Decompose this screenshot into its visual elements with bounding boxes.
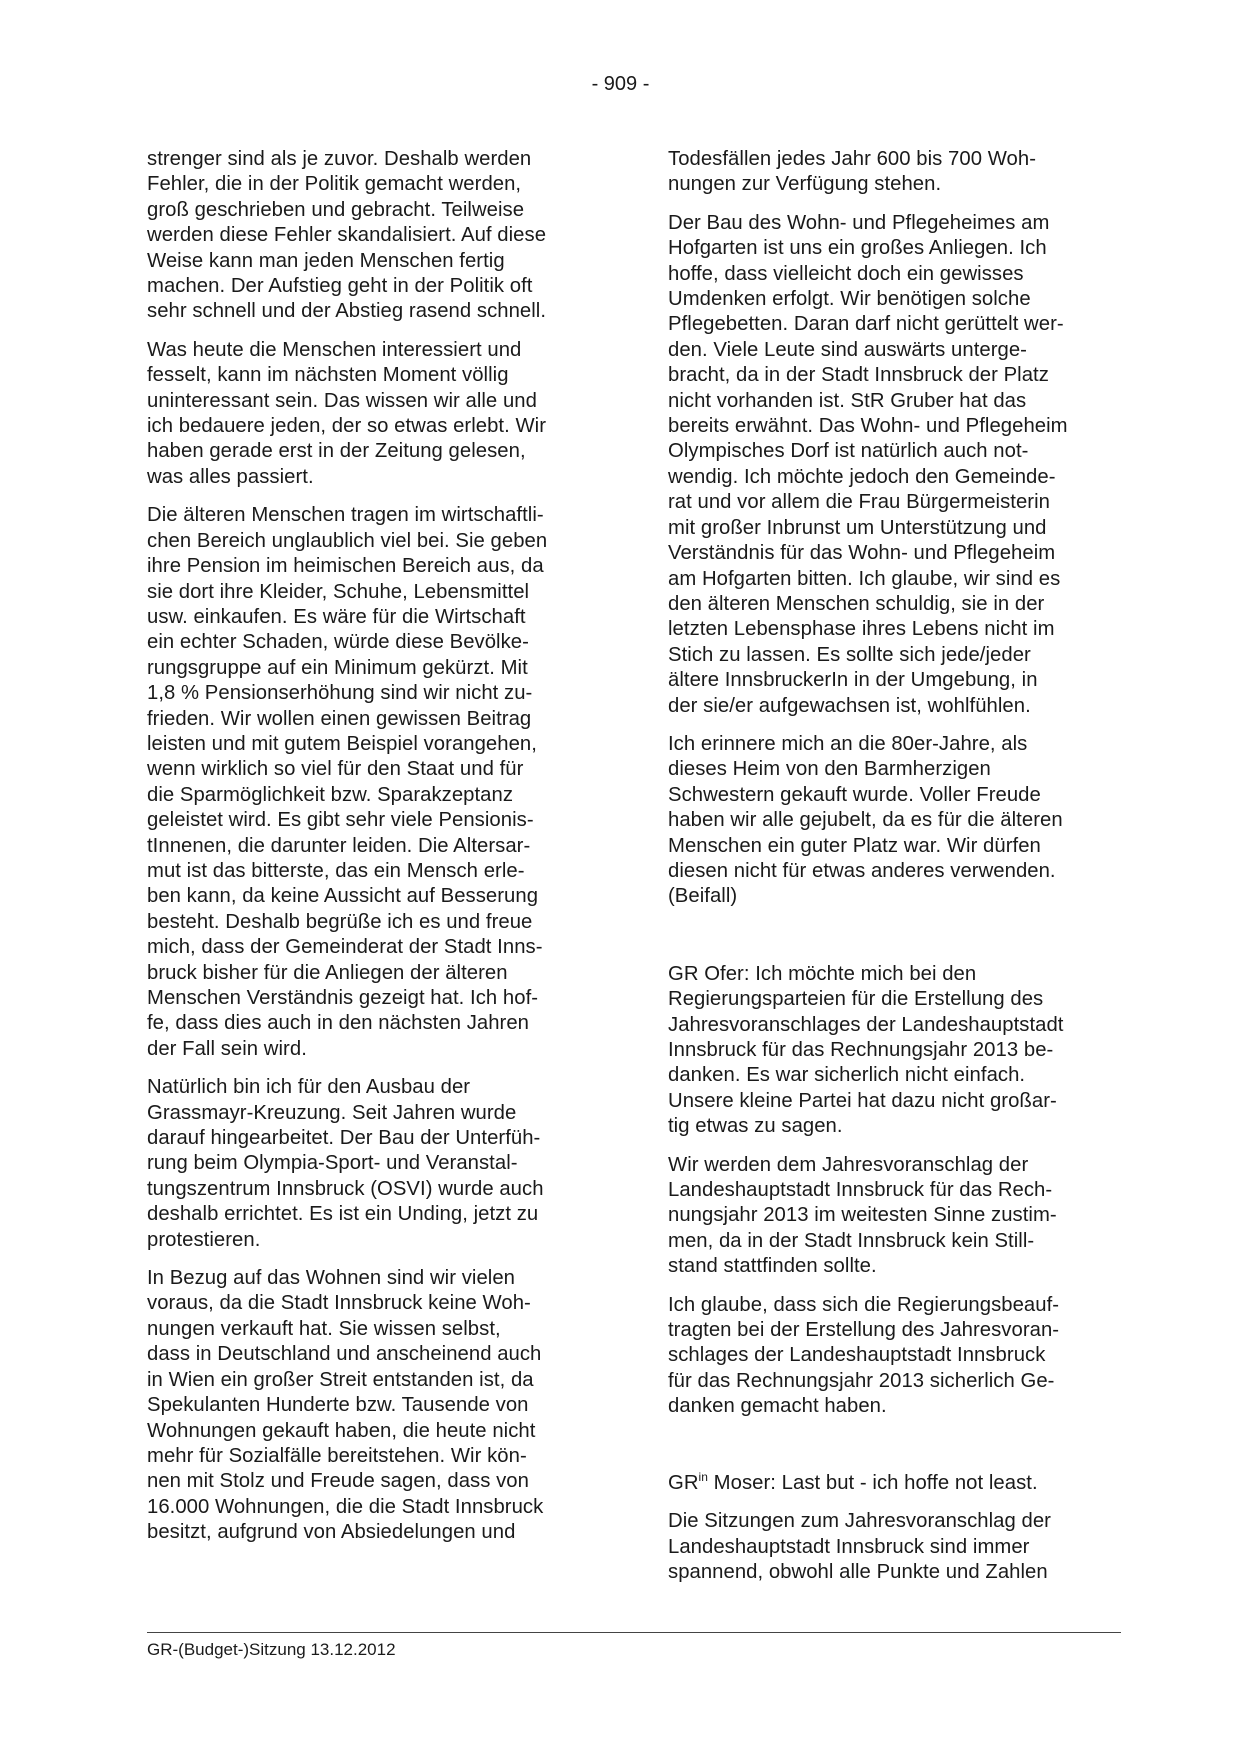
speaker-moser-prefix: GR [668,1471,699,1494]
moser-paragraph-2: Die Sitzungen zum Jahresvoranschlag der Landeshauptstadt Innsbruck sind immer spannend, obwohl alle Punkte und Zahlen [668,1510,1051,1583]
spacer [668,923,1120,962]
page-number: - 909 - [591,73,650,95]
left-paragraph-1: strenger sind als je zuvor. Deshalb werden Fehler, die in der Politik gemacht werden, groß geschrieben und gebracht. Teilweise werden diese Fehler skandalisiert. Auf diese Weise kann man jeden Menschen fertig machen. Der Aufstieg geht in der Politik oft sehr schnell und der Abstieg rasend schnell. [147,148,547,323]
spacer [668,1433,1120,1471]
speaker-moser-statement: Last but - ich hoffe not least. [781,1471,1038,1494]
speaker-moser-superscript: in [698,1469,708,1484]
ofer-paragraph-2: Wir werden dem Jahresvoranschlag der Landeshauptstadt Innsbruck für das Rech- nungsjahr 2013 im weitesten Sinne zustim- men, da in der Stadt Innsbruck kein Still- stand stattfinden sollte. [668,1153,1057,1278]
right-paragraph-3: Ich erinnere mich an die 80er-Jahre, als dieses Heim von den Barmherzigen Schwestern gekauft wurde. Voller Freude haben wir alle gejubelt, da es für die älteren Menschen ein guter Platz war. Wir dürfen diesen nicht für etwas anderes verwenden. (Beifall) [668,732,1063,908]
footer-session-label: GR-(Budget-)Sitzung 13.12.2012 [147,1640,396,1659]
ofer-paragraph-3: Ich glaube, dass sich die Regierungsbeauf- tragten bei der Erstellung des Jahresvoran- schlages der Landeshauptstadt Innsbruck für das Rechnungsjahr 2013 sicherlich Ge- danken gemacht haben. [668,1293,1060,1418]
right-paragraph-1: Todesfällen jedes Jahr 600 bis 700 Woh- nungen zur Verfügung stehen. [668,148,1036,196]
left-paragraph-5: In Bezug auf das Wohnen sind wir vielen voraus, da die Stadt Innsbruck keine Woh- nungen verkauft hat. Sie wissen selbst, dass in Deutschland und anscheinend auch in Wien ein großer Streit entstanden ist, da Spekulanten Hunderte bzw. Tausende von Wohnungen gekauft haben, die heute nicht mehr für Sozialfälle bereitstehen. Wir kön- nen mit Stolz und Freude sagen, dass von 16.000 Wohnungen, die die Stadt Innsbruck besitzt, aufgrund von Absiedelungen und [147,1267,544,1544]
left-column [147,147,597,1559]
speaker-moser-surname: Moser [713,1471,771,1494]
footer-divider [147,1632,1121,1633]
left-paragraph-3: Die älteren Menschen tragen im wirtschaftli- chen Bereich unglaublich viel bei. Sie geben ihre Pension im heimischen Bereich aus, da sie dort ihre Kleider, Schuhe, Lebensmittel usw. einkaufen. Es wäre für die Wirtschaft ein echter Schaden, würde diese Bevölke- rungsgruppe auf ein Minimum gekürzt. Mit 1,8 % Pensionserhöhung sind wir nicht zu- frieden. Wir wollen einen gewissen Beitrag leisten und mit gutem Beispiel vorangehen, wenn wirklich so viel für den Staat und für die Sparmöglichkeit bzw. Sparakzeptanz geleistet wird. Es gibt sehr viele Pensionis- tInnenen, die darunter leiden. Die Altersar- mut ist das bitterste, das ein Mensch erle- ben kann, da keine Aussicht auf Besserung besteht. Deshalb begrüße ich es und freue mich, dass der Gemeinderat der Stadt Inns- bruck bisher für die Anliegen der älteren Menschen Verständnis gezeigt hat. Ich hof- fe, dass dies auch in den nächsten Jahren der Fall sein wird. [147,504,548,1060]
left-paragraph-2: Was heute die Menschen interessiert und fesselt, kann im nächsten Moment völlig uninteressant sein. Das wissen wir alle und ich bedauere jeden, der so etwas erlebt. Wir haben gerade erst in der Zeitung gelesen, was alles passiert. [147,338,547,488]
speaker-ofer-statement: Ich möchte mich bei den Regierungsparteien für die Erstellung des Jahresvoranschlages der Landeshauptstadt Innsbruck für das Rechnungsjahr 2013 be- danken. Es war sicherlich nicht einfach. Unsere kleine Partei hat dazu nicht großar- tig etwas zu sagen. [668,962,1064,1138]
right-paragraph-2: Der Bau des Wohn- und Pflegeheimes am Hofgarten ist uns ein großes Anliegen. Ich hoffe, dass vielleicht doch ein gewisses Umdenken erfolgt. Wir benötigen solche Pflegebetten. Daran darf nicht gerüttelt wer- den. Viele Leute sind auswärts unterge- bracht, da in der Stadt Innsbruck der Platz nicht vorhanden ist. StR Gruber hat das bereits erwähnt. Das Wohn- und Pflegeheim Olympisches Dorf ist natürlich auch not- wendig. Ich möchte jedoch den Gemeinde- rat und vor allem die Frau Bürgermeisterin mit großer Inbrunst um Unterstützung und Verständnis für das Wohn- und Pflegeheim am Hofgarten bitten. Ich glaube, wir sind es den älteren Menschen schuldig, sie in der letzten Lebensphase ihres Lebens nicht im Stich zu lassen. Es sollte sich jede/jeder ältere InnsbruckerIn in der Umgebung, in der sie/er aufgewachsen ist, wohlfühlen. [668,211,1068,717]
speaker-ofer-paragraph: GR Ofer: Ich möchte mich bei den Regierungsparteien für die Erstellung des Jahresvoranschlages der Landeshauptstadt Innsbruck für das Rechnungsjahr 2013 be- danken. Es war sicherlich nicht einfach. Unsere kleine Partei hat dazu nicht großar- tig etwas zu sagen. [668,962,1064,1138]
speaker-name-ofer: GR Ofer [668,962,744,985]
speaker-name-moser [668,1469,771,1494]
left-paragraph-4: Natürlich bin ich für den Ausbau der Grassmayr-Kreuzung. Seit Jahren wurde darauf hingearbeitet. Der Bau der Unterfüh- rung beim Olympia-Sport- und Veranstal- tungszentrum Innsbruck (OSVI) wurde auch deshalb errichtet. Es ist ein Unding, jetzt zu protestieren. [147,1076,544,1251]
right-column [668,147,1120,1598]
speaker-moser-paragraph: $GR^{in}$ Moser: Last but - ich hoffe not least. [668,1469,1038,1494]
